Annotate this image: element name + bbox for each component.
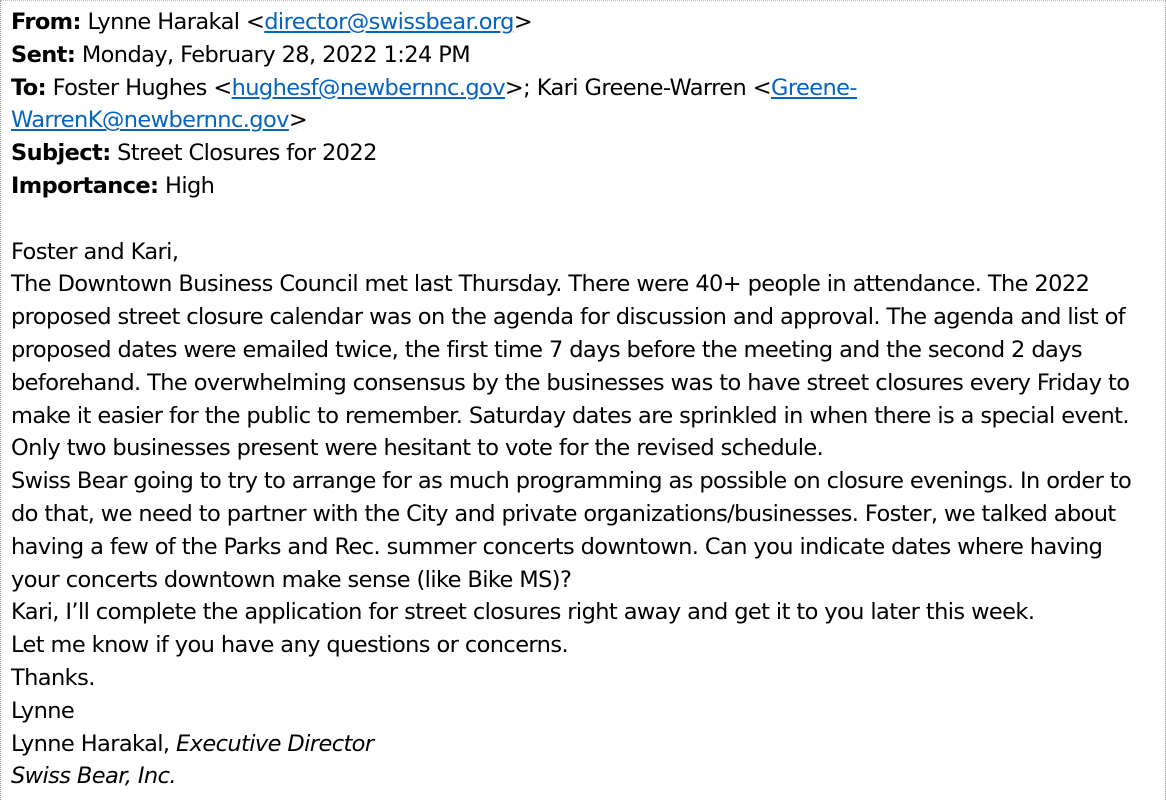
body-line: proposed street closure calendar was on the agenda for discussion and approval. The agenda and list of	[11, 304, 1126, 331]
signature-name: Lynne Harakal,	[11, 730, 177, 757]
from-close: >	[513, 9, 533, 35]
body-line: Swiss Bear going to try to arrange for as much programming as possible on closure evenings. In order to	[11, 468, 1132, 495]
body-line: Kari, I’ll complete the application for street closures right away and get it to you later this week.	[11, 599, 1035, 626]
greeting: Foster and Kari,	[11, 238, 179, 265]
to-line	[11, 72, 1165, 105]
from-email-link[interactable]: director@swissbear.org	[264, 9, 514, 35]
body-line: Lynne	[11, 697, 75, 724]
subject-label: Subject:	[11, 140, 111, 167]
to-close: >	[288, 107, 308, 134]
to-email-link-2a[interactable]: Greene-	[771, 74, 857, 101]
to-separator: >; Kari Greene-Warren <	[504, 74, 772, 101]
signature-title: Executive Director	[176, 730, 374, 757]
spacer	[11, 203, 1165, 236]
body-line: proposed dates were emailed twice, the first time 7 days before the meeting and the second 2 days	[11, 336, 1083, 363]
importance-value: High	[165, 172, 215, 199]
sent-line	[11, 39, 1165, 72]
from-line	[11, 6, 1165, 39]
body-line: Thanks.	[11, 664, 95, 691]
to-email-link-2b[interactable]: WarrenK@newbernnc.gov	[11, 107, 289, 134]
from-name: Lynne Harakal <	[87, 9, 265, 35]
from-label: From:	[11, 9, 81, 35]
importance-line	[11, 170, 1165, 203]
signature-name-line	[11, 728, 1165, 761]
to-label: To:	[11, 74, 47, 101]
body-line: Let me know if you have any questions or concerns.	[11, 632, 569, 659]
sent-label: Sent:	[11, 41, 76, 68]
subject-line	[11, 137, 1165, 170]
importance-label: Importance:	[11, 172, 159, 199]
body-line: your concerts downtown make sense (like Bike MS)?	[11, 566, 572, 593]
body-line: The Downtown Business Council met last Thursday. There were 40+ people in attendance. The 2022	[11, 271, 1090, 298]
to-line-continued	[11, 104, 1165, 137]
sent-value: Monday, February 28, 2022 1:24 PM	[81, 41, 471, 68]
subject-value: Street Closures for 2022	[117, 140, 377, 167]
body-line: beforehand. The overwhelming consensus by the businesses was to have street closures every Friday to	[11, 369, 1130, 396]
body-line: do that, we need to partner with the City and private organizations/businesses. Foster, we talked about	[11, 500, 1116, 527]
to-name-1: Foster Hughes <	[52, 74, 232, 101]
body-line: Only two businesses present were hesitant to vote for the revised schedule.	[11, 435, 824, 462]
body-line: make it easier for the public to remember. Saturday dates are sprinkled in when there is a special event.	[11, 402, 1129, 429]
to-email-link-1[interactable]: hughesf@newbernnc.gov	[231, 74, 505, 101]
body-line: having a few of the Parks and Rec. summer concerts downtown. Can you indicate dates where having	[11, 533, 1103, 560]
signature-org: Swiss Bear, Inc.	[11, 763, 176, 790]
